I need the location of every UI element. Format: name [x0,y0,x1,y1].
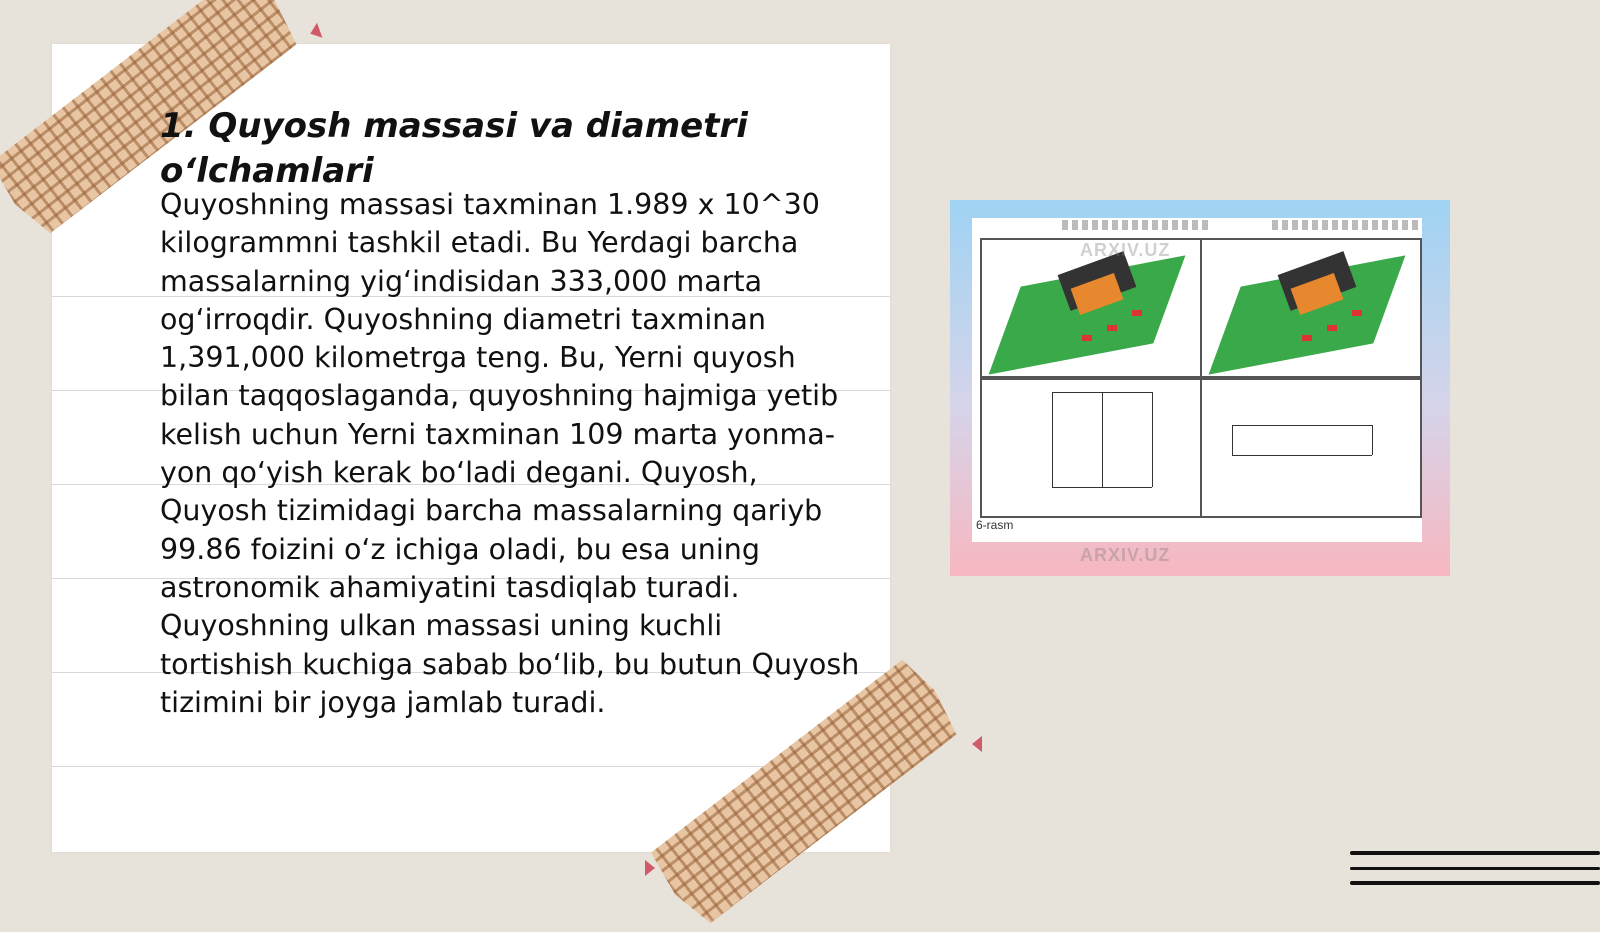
circuit-figure [950,200,1450,576]
resistor-graphic [1082,335,1092,341]
decorative-stripe [1350,881,1600,885]
schematic-wire [1052,487,1152,488]
watermark-text: ARXIV.UZ [1080,545,1171,565]
decorative-stripe [1350,851,1600,855]
tape-corner-decoration [972,736,982,752]
watermark-text: ARXIV.UZ [1080,240,1171,260]
schematic-wire [1372,425,1373,455]
figure-image [972,218,1422,542]
slide-body-text: Quyoshning massasi taxminan 1.989 x 10^30 kilogrammni tashkil etadi. Bu Yerdagi barcha massalarning yig‘indisidan 333,000 marta og‘irroqdir. Quyoshning diametri taxminan 1,391,000 kilometrga teng. Bu, Yerni quyosh bilan taqqoslaganda, quyoshning hajmiga yetib kelish uchun Yerni taxminan 109 marta yonma-yon qo‘yish kerak bo‘ladi degani. Quyosh, Quyosh tizimidagi barcha massalarning qariyb 99.86 foizini o‘z ichiga oladi, bu esa uning astronomik ahamiyatini tasdiqlab turadi. Quyoshning ulkan massasi uning kuchli tortishish kuchiga sabab bo‘lib, bu butun Quyosh tizimini bir joyga jamlab turadi. [160,188,860,719]
schematic-panel [1200,378,1422,518]
resistor-graphic [1132,310,1142,316]
toolbar-strip [1062,220,1212,230]
schematic-panel [980,378,1202,518]
figure-caption: 6-rasm [976,518,1014,532]
toolbar-strip [1272,220,1422,230]
schematic-wire [1052,392,1053,487]
schematic-wire [1232,425,1233,455]
schematic-wire [1232,425,1372,426]
tape-corner-decoration [645,860,655,876]
schematic-wire [1232,455,1372,456]
tape-corner-decoration [308,23,323,41]
resistor-graphic [1352,310,1362,316]
circuit-3d-panel [1200,238,1422,378]
slide-title: 1. Quyosh massasi va diametri o‘lchamlari [160,106,748,191]
schematic-wire [1152,392,1153,487]
decorative-stripe [1350,867,1600,870]
resistor-graphic [1327,325,1337,331]
schematic-wire [1102,392,1103,487]
resistor-graphic [1107,325,1117,331]
resistor-graphic [1302,335,1312,341]
